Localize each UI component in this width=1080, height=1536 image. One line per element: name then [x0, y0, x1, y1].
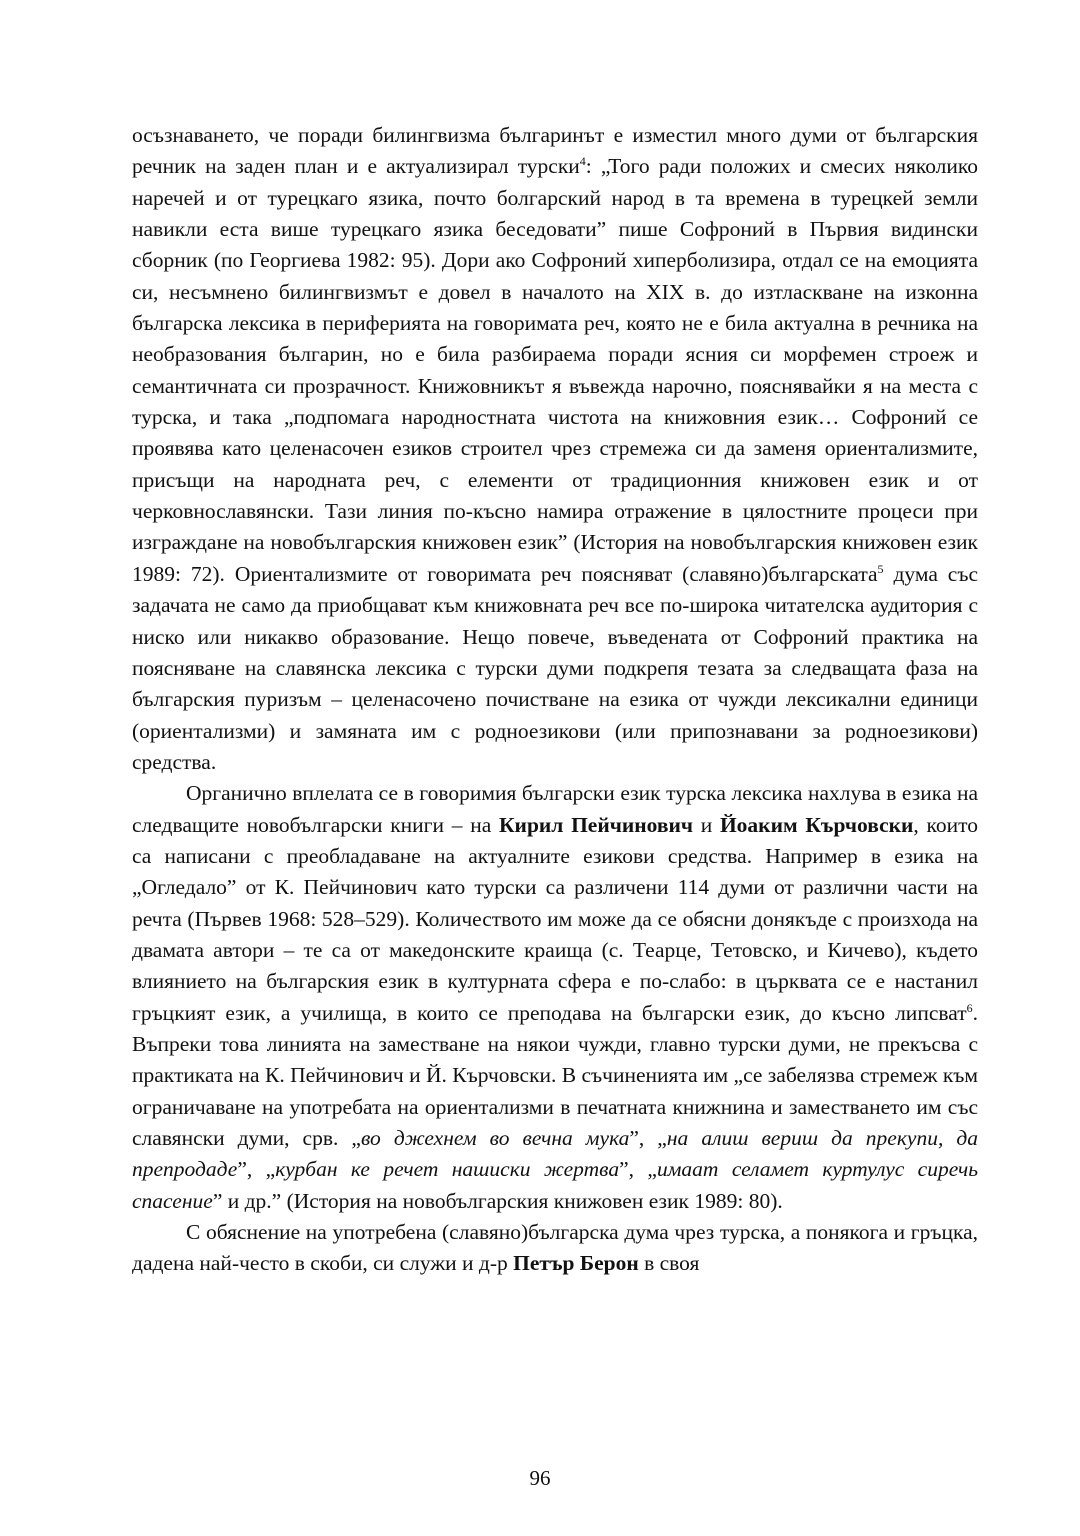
author-name: Кирил Пейчинович: [498, 812, 693, 837]
footnote-ref: 6: [966, 1000, 973, 1015]
text-run: С обяснение на употребена (славяно)българска дума чрез турска, а понякога и гръцка, дадена най-често в скоби, си служи и д-р: [132, 1220, 978, 1276]
paragraph: [132, 120, 978, 778]
quoted-example: курбан ке речет нашиски жертва: [275, 1157, 620, 1182]
text-run: ”, „: [629, 1126, 667, 1150]
text-run: ”, „: [619, 1157, 657, 1182]
text-run: и: [692, 812, 720, 837]
text-run: Органично вплелата се в говоримия български език турска лексика нахлува в езика на следващите новобългарски книги – на: [132, 781, 978, 837]
author-name: Йоаким Кърчовски: [719, 812, 914, 837]
body-text: [132, 120, 978, 1280]
text-run: в своя: [638, 1251, 700, 1276]
page-number: 96: [529, 1466, 551, 1490]
quoted-example: имаат селамет куртулус сиречь спасение: [132, 1157, 979, 1213]
text-run: дума със задачата не само да приобщават към книжовната реч все по-широка читателска аудитория с ниско или никакво образование. Нещо повече, въведената от Софроний практика на поясняване на славянска лексика с турски думи подкрепя тезата за следващата фаза на българския пуризъм – целенасочено почистване на езика от чужди лексикални единици (ориентализми) и замяната им с родноезикови (или припознавани за родноезикови) средства.: [132, 561, 978, 774]
footnote-ref: 4: [579, 154, 586, 169]
text-run: , които са написани с преобладаване на актуалните езикови средства. Например в езика на „Огледало” от К. Пейчинович като турски са различени 114 думи от различни части на речта (Първев 1968: 528–529). Количеството им може да се обясни донякъде с произхода на двамата автори – те са от македонските краища (с. Теарце, Тетовско, и Кичево), където влиянието на българския език в културната сфера е по-слабо: в църквата се е настанил гръцкият език, а училища, в които се преподава на български език, до късно липсват: [132, 812, 978, 1025]
text-run: : „Того ради положих и смесих няколико наречей и от турецкаго язика, почто болгарский народ в та времена в турецкей земли навикли еста више турецкаго язика беседовати” пише Софроний в Първия видински сборник (по Георгиева 1982: 95). Дори ако Софроний хиперболизира, отдал се на емоцията си, несъмнено билингвизмът е довел в началото на XIX в. до изтласкване на изконна българска лексика в периферията на говоримата реч, която не е била актуална в речника на необразования българин, но е била разбираема поради ясния си морфемен строеж и семантичната си прозрачност. Книжовникът я въвежда нарочно, пояснявайки я на места с турска, и така „подпомага народностната чистота на книжовния език… Софроний се проявява като целенасочен езиков строител чрез стремежа си да заменя ориентализмите, присъщи на народната реч, с елементи от традиционния книжовен език и от черковнославянски. Тази линия по-късно намира отражение в цялостните процеси при изграждане на новобългарския книжовен език” (История на новобългарския книжовен език 1989: 72). Ориентализмите от говоримата реч поясняват (славяно)българската: [132, 154, 978, 586]
text-run: . Въпреки това линията на заместване на някои чужди, главно турски думи, не прекъсва с практиката на К. Пейчинович и Й. Кърчовски. В съчиненията им „се забелязва стремеж към ограничаване на употребата на ориентализми в печатната книжнина и заместването им със славянски думи, срв. „: [132, 1000, 978, 1150]
quoted-example: во джехнем во вечна мука: [360, 1126, 630, 1150]
footnote-ref: 5: [877, 561, 884, 576]
author-name: Петър Берон: [513, 1251, 639, 1276]
text-run: осъзнаването, че поради билингвизма българинът е изместил много думи от българския речник на заден план и е актуализирал турски: [132, 123, 978, 179]
text-run: ”, „: [237, 1157, 276, 1182]
text-run: ” и др.” (История на новобългарския книжовен език 1989: 80).: [212, 1188, 783, 1213]
quoted-example: на алиш вериш да прекупи, да препродаде: [132, 1126, 978, 1182]
paragraph: [132, 1217, 978, 1280]
paragraph: [132, 778, 978, 1217]
